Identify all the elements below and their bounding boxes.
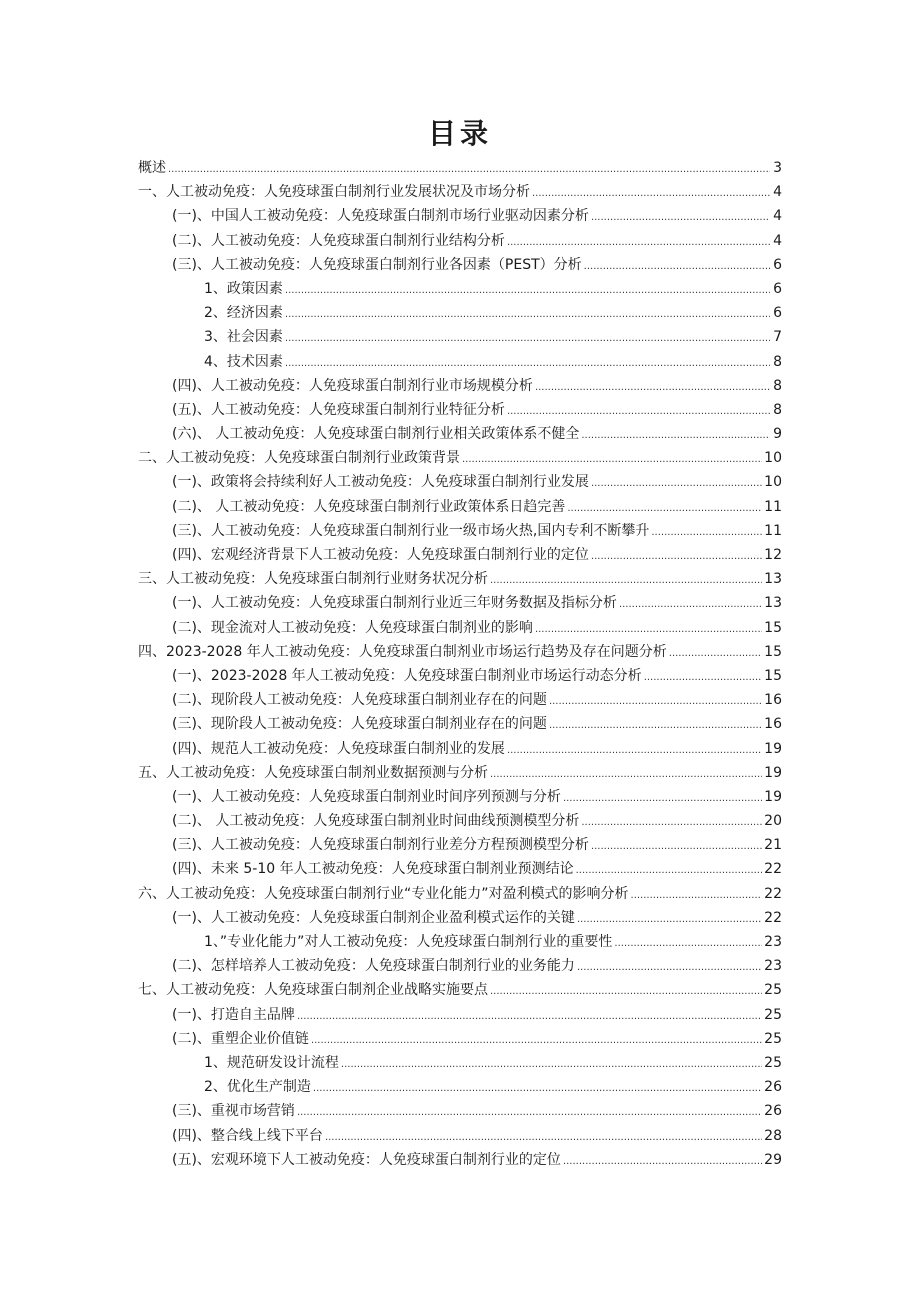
toc-dot-leader [549,720,762,731]
toc-page-number: 25 [764,1006,782,1023]
toc-entry[interactable] [138,302,782,326]
toc-entry-title: (一)、中国人工被动免疫：人免疫球蛋白制剂市场行业驱动因素分析 [172,208,589,225]
toc-entry[interactable] [138,205,782,229]
toc-page-number: 15 [764,667,782,684]
toc-entry-title: (三)、人工被动免疫：人免疫球蛋白制剂行业差分方程预测模型分析 [172,837,589,854]
toc-page-number: 15 [764,643,782,660]
toc-page-number: 26 [764,1103,782,1120]
toc-dot-leader [591,478,762,489]
toc-page-number: 3 [773,160,782,176]
toc-page-number: 10 [764,474,782,491]
toc-entry[interactable] [138,858,782,882]
toc-entry-title: 2、经济因素 [204,305,283,322]
toc-entry[interactable] [138,544,782,568]
toc-entry-title: (三)、人工被动免疫：人免疫球蛋白制剂行业各因素（PEST）分析 [172,256,582,273]
toc-entry-title: 概述 [138,160,166,176]
toc-entry[interactable] [138,1076,782,1100]
toc-dot-leader [297,1011,762,1022]
toc-entry-title: 3、社会因素 [204,329,283,346]
toc-dot-leader [532,188,770,199]
toc-page-number: 4 [773,184,782,201]
toc-entry-title: (二)、 人工被动免疫：人免疫球蛋白制剂业时间曲线预测模型分析 [172,813,580,830]
toc-entry[interactable] [138,254,782,278]
toc-page-number: 4 [773,208,782,225]
toc-dot-leader [651,527,762,538]
toc-entry-title: (一)、人工被动免疫：人免疫球蛋白制剂行业近三年财务数据及指标分析 [172,595,617,612]
toc-entry-title: 2、优化生产制造 [204,1079,311,1096]
toc-page-number: 22 [764,861,782,878]
toc-entry[interactable] [138,230,782,254]
toc-dot-leader [591,841,762,852]
toc-page-number: 11 [764,498,782,515]
toc-page-number: 28 [764,1127,782,1144]
toc-entry-title: (四)、整合线上线下平台 [172,1127,323,1144]
toc-entry-title: (三)、重视市场营销 [172,1103,295,1120]
toc-entry-title: (二)、怎样培养人工被动免疫：人免疫球蛋白制剂行业的业务能力 [172,958,575,975]
toc-page-number: 16 [764,716,782,733]
toc-page-number: 20 [764,813,782,830]
toc-dot-leader [507,237,770,248]
toc-page-number: 19 [764,788,782,805]
toc-page-number: 21 [764,837,782,854]
toc-entry[interactable] [138,447,782,471]
toc-entry-title: 1、”专业化能力”对人工被动免疫：人免疫球蛋白制剂行业的重要性 [204,934,613,950]
toc-dot-leader [577,914,762,925]
toc-page-number: 6 [773,256,782,273]
toc-dot-leader [549,696,762,707]
toc-entry[interactable] [138,496,782,520]
toc-entry-title: (一)、人工被动免疫：人免疫球蛋白制剂业时间序列预测与分析 [172,788,561,805]
toc-entry-title: (四)、人工被动免疫：人免疫球蛋白制剂行业市场规模分析 [172,377,533,394]
toc-entry-title: (五)、宏观环境下人工被动免疫：人免疫球蛋白制剂行业的定位 [172,1151,561,1168]
toc-dot-leader [313,1083,762,1094]
toc-entry-title: (六)、 人工被动免疫：人免疫球蛋白制剂行业相关政策体系不健全 [172,426,580,443]
toc-entry[interactable] [138,810,782,834]
toc-entry-title: 四、2023-2028 年人工被动免疫：人免疫球蛋白制剂业市场运行趋势及存在问题分析 [138,643,667,660]
toc-page-number: 23 [764,934,782,950]
toc-entry-title: (二)、现金流对人工被动免疫：人免疫球蛋白制剂业的影响 [172,619,533,636]
toc-page-number: 10 [764,450,782,467]
toc-entry-title: (二)、现阶段人工被动免疫：人免疫球蛋白制剂业存在的问题 [172,692,547,709]
toc-dot-leader [490,986,762,997]
toc-dot-leader [535,382,770,393]
toc-entry[interactable] [138,568,782,592]
toc-entry-title: (四)、未来 5-10 年人工被动免疫：人免疫球蛋白制剂业预测结论 [172,861,574,878]
toc-entry-title: (一)、打造自主品牌 [172,1006,295,1023]
toc-entry[interactable] [138,592,782,616]
toc-dot-leader [567,503,762,514]
toc-entry-title: (一)、政策将会持续利好人工被动免疫：人免疫球蛋白制剂行业发展 [172,474,589,491]
toc-entry[interactable] [138,1028,782,1052]
toc-entry-title: (二)、重塑企业价值链 [172,1030,309,1047]
toc-entry-title: 1、规范研发设计流程 [204,1054,339,1071]
toc-entry[interactable] [138,375,782,399]
toc-page-number: 12 [764,547,782,563]
toc-entry[interactable] [138,641,782,665]
toc-entry[interactable] [138,471,782,495]
toc-dot-leader [581,430,770,441]
toc-dot-leader [285,333,770,344]
toc-dot-leader [507,406,770,417]
toc-page-number: 8 [773,377,782,394]
toc-dot-leader [584,261,770,272]
toc-page-number: 4 [773,232,782,249]
toc-entry-title: (二)、 人工被动免疫：人免疫球蛋白制剂行业政策体系日趋完善 [172,498,566,515]
toc-page-number: 6 [773,305,782,322]
toc-page-number: 22 [764,885,782,902]
toc-entry[interactable] [138,278,782,302]
toc-dot-leader [341,1059,762,1070]
toc-dot-leader [285,358,770,369]
toc-dot-leader [285,309,770,320]
toc-entry-title: (二)、人工被动免疫：人免疫球蛋白制剂行业结构分析 [172,232,505,249]
toc-entry[interactable] [138,834,782,858]
toc-page-number: 19 [764,764,782,781]
toc-entry[interactable] [138,713,782,737]
toc-entry-title: 六、人工被动免疫：人免疫球蛋白制剂行业“专业化能力”对盈利模式的影响分析 [138,885,629,902]
toc-dot-leader [631,890,763,901]
toc-page-number: 19 [764,740,782,757]
toc-entry[interactable] [138,786,782,810]
toc-page-number: 9 [773,426,782,443]
toc-entry[interactable] [138,762,782,786]
toc-entry-title: 一、人工被动免疫：人免疫球蛋白制剂行业发展状况及市场分析 [138,184,530,201]
toc-page-number: 25 [764,1030,782,1047]
toc-entry-title: (四)、宏观经济背景下人工被动免疫：人免疫球蛋白制剂行业的定位 [172,547,589,563]
toc-entry-title: 三、人工被动免疫：人免疫球蛋白制剂行业财务状况分析 [138,571,488,588]
toc-entry[interactable] [138,883,782,907]
toc-entry[interactable] [138,1052,782,1076]
toc-dot-leader [614,938,762,949]
toc-dot-leader [490,769,762,780]
toc-page-number: 15 [764,619,782,636]
toc-dot-leader [591,212,770,223]
toc-page-number: 6 [773,280,782,297]
table-of-contents [138,157,782,1173]
toc-dot-leader [507,745,762,756]
toc-entry[interactable] [138,157,782,181]
toc-entry[interactable] [138,979,782,1003]
toc-entry-title: 二、人工被动免疫：人免疫球蛋白制剂行业政策背景 [138,450,460,467]
toc-dot-leader [168,164,770,175]
toc-entry-title: 1、政策因素 [204,280,283,297]
toc-entry[interactable] [138,1149,782,1173]
toc-entry-title: (四)、规范人工被动免疫：人免疫球蛋白制剂业的发展 [172,740,505,757]
toc-entry-title: 4、技术因素 [204,353,283,370]
toc-dot-leader [644,672,762,683]
toc-dot-leader [581,817,762,828]
toc-dot-leader [535,624,762,635]
page-title: 目录 [427,117,492,150]
toc-entry-title: (一)、人工被动免疫：人免疫球蛋白制剂企业盈利模式运作的关键 [172,909,575,926]
toc-entry[interactable] [138,520,782,544]
toc-page-number: 25 [764,982,782,999]
toc-entry[interactable] [138,689,782,713]
toc-dot-leader [311,1035,762,1046]
toc-entry[interactable] [138,665,782,689]
toc-page-number: 22 [764,909,782,926]
toc-dot-leader [325,1132,762,1143]
toc-entry-title: (五)、人工被动免疫：人免疫球蛋白制剂行业特征分析 [172,401,505,418]
toc-entry[interactable] [138,351,782,375]
toc-dot-leader [462,454,762,465]
toc-entry[interactable] [138,738,782,762]
toc-dot-leader [591,551,762,562]
toc-dot-leader [576,865,763,876]
toc-dot-leader [669,648,762,659]
toc-entry[interactable] [138,423,782,447]
toc-entry[interactable] [138,1125,782,1149]
toc-entry[interactable] [138,326,782,350]
toc-entry-title: (一)、2023-2028 年人工被动免疫：人免疫球蛋白制剂业市场运行动态分析 [172,667,642,684]
toc-page-number: 25 [764,1054,782,1071]
toc-dot-leader [297,1107,762,1118]
toc-entry[interactable] [138,931,782,955]
toc-entry-title: (三)、人工被动免疫：人免疫球蛋白制剂行业一级市场火热,国内专利不断攀升 [172,522,650,539]
toc-page-number: 23 [764,958,782,975]
toc-entry[interactable] [138,907,782,931]
toc-dot-leader [563,793,762,804]
toc-entry[interactable] [138,399,782,423]
toc-dot-leader [563,1156,762,1167]
toc-page-number: 8 [773,401,782,418]
toc-entry[interactable] [138,617,782,641]
toc-entry-title: 七、人工被动免疫：人免疫球蛋白制剂企业战略实施要点 [138,982,488,999]
toc-page-number: 26 [764,1079,782,1096]
toc-page-number: 29 [764,1151,782,1168]
toc-page-number: 8 [773,353,782,370]
toc-entry[interactable] [138,1004,782,1028]
toc-page-number: 13 [764,595,782,612]
toc-entry[interactable] [138,955,782,979]
toc-entry-title: (三)、现阶段人工被动免疫：人免疫球蛋白制剂业存在的问题 [172,716,547,733]
toc-dot-leader [577,962,762,973]
toc-dot-leader [619,599,762,610]
toc-entry-title: 五、人工被动免疫：人免疫球蛋白制剂业数据预测与分析 [138,764,488,781]
toc-page-number: 16 [764,692,782,709]
toc-page-number: 13 [764,571,782,588]
toc-entry[interactable] [138,1100,782,1124]
toc-entry[interactable] [138,181,782,205]
toc-page-number: 11 [764,522,782,539]
toc-dot-leader [285,285,770,296]
toc-dot-leader [490,575,762,586]
toc-page-number: 7 [773,329,782,346]
